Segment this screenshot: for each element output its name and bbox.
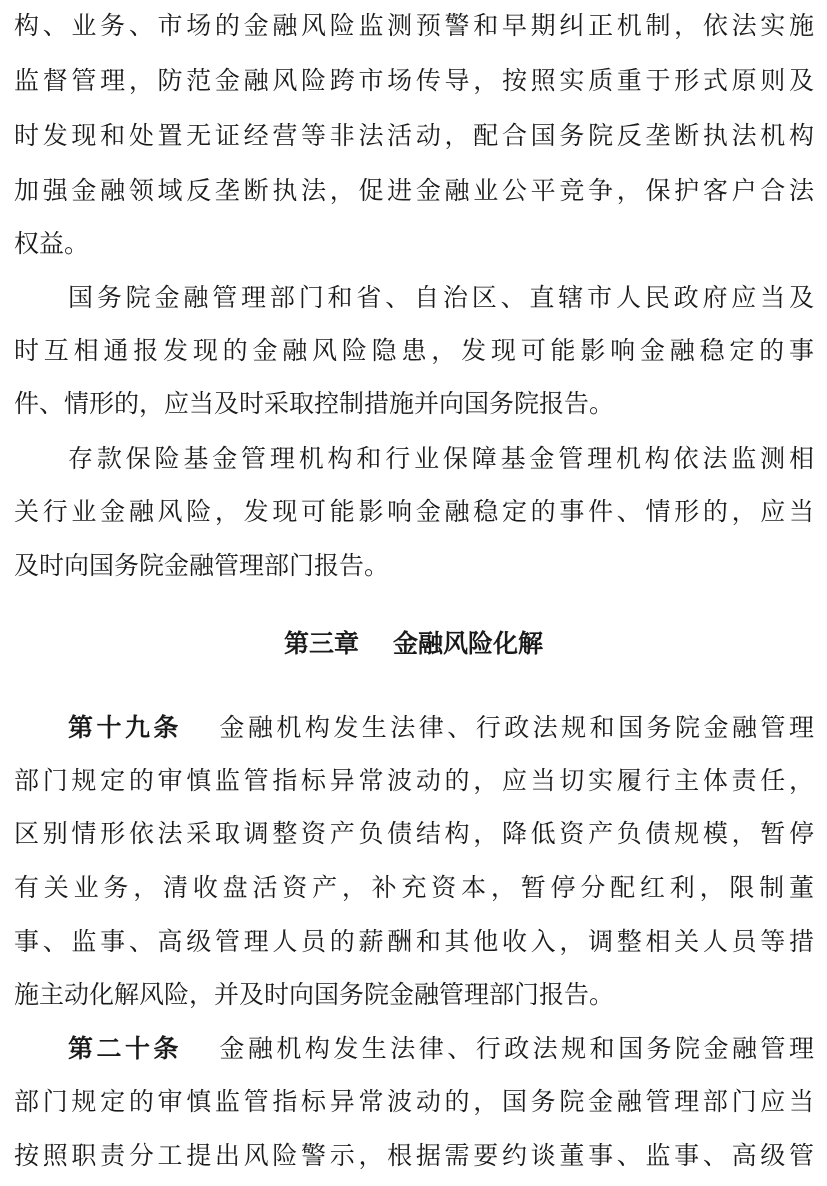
article-19-number: 第十九条 — [68, 713, 182, 742]
article-19-line-2: 部门规定的审慎监管指标异常波动的，应当切实履行主体责任， — [14, 766, 814, 795]
article-20-text-start: 金融机构发生法律、行政法规和国务院金融管理 — [215, 1034, 814, 1063]
paragraph-1-line-2: 监督管理，防范金融风险跨市场传导，按照实质重于形式原则及 — [14, 66, 814, 95]
paragraph-1-line-3: 时发现和处置无证经营等非法活动，配合国务院反垄断执法机构 — [14, 121, 814, 150]
article-20-number: 第二十条 — [68, 1034, 182, 1063]
article-20-line-2: 部门规定的审慎监管指标异常波动的，国务院金融管理部门应当 — [14, 1087, 814, 1116]
paragraph-3-line-3: 及时向国务院金融管理部门报告。 — [14, 551, 390, 580]
paragraph-1-line-1: 构、业务、市场的金融风险监测预警和早期纠正机制，依法实施 — [14, 11, 814, 40]
chapter-number: 第三章 — [283, 629, 359, 658]
article-19-line-4: 有关业务，清收盘活资产，补充资本，暂停分配红利，限制董 — [14, 873, 814, 902]
article-19-line-3: 区别情形依法采取调整资产负债结构，降低资产负债规模，暂停 — [14, 819, 814, 848]
paragraph-2-line-3: 件、情形的，应当及时采取控制措施并向国务院报告。 — [14, 389, 615, 418]
paragraph-3-line-2: 关行业金融风险，发现可能影响金融稳定的事件、情形的，应当 — [14, 497, 814, 526]
article-19-line-5: 事、监事、高级管理人员的薪酬和其他收入，调整相关人员等措 — [14, 927, 814, 956]
article-20-line-1 — [68, 1023, 814, 1075]
article-19-text-start: 金融机构发生法律、行政法规和国务院金融管理 — [215, 713, 814, 742]
article-20-line-3: 按照职责分工提出风险警示，根据需要约谈董事、监事、高级管 — [14, 1141, 814, 1170]
paragraph-1-line-4: 加强金融领域反垄断执法，促进金融业公平竞争，保护客户合法 — [14, 176, 814, 205]
paragraph-1-line-5: 权益。 — [14, 229, 90, 258]
article-19-line-6: 施主动化解风险，并及时向国务院金融管理部门报告。 — [14, 980, 615, 1009]
paragraph-2-line-2: 时互相通报发现的金融风险隐患，发现可能影响金融稳定的事 — [14, 336, 814, 365]
chapter-heading — [0, 618, 827, 670]
paragraph-3-line-1: 存款保险基金管理机构和行业保障基金管理机构依法监测相 — [68, 444, 814, 473]
paragraph-2-line-1: 国务院金融管理部门和省、自治区、直辖市人民政府应当及 — [68, 283, 814, 312]
chapter-title: 金融风险化解 — [393, 629, 544, 658]
article-19-line-1 — [68, 702, 814, 754]
